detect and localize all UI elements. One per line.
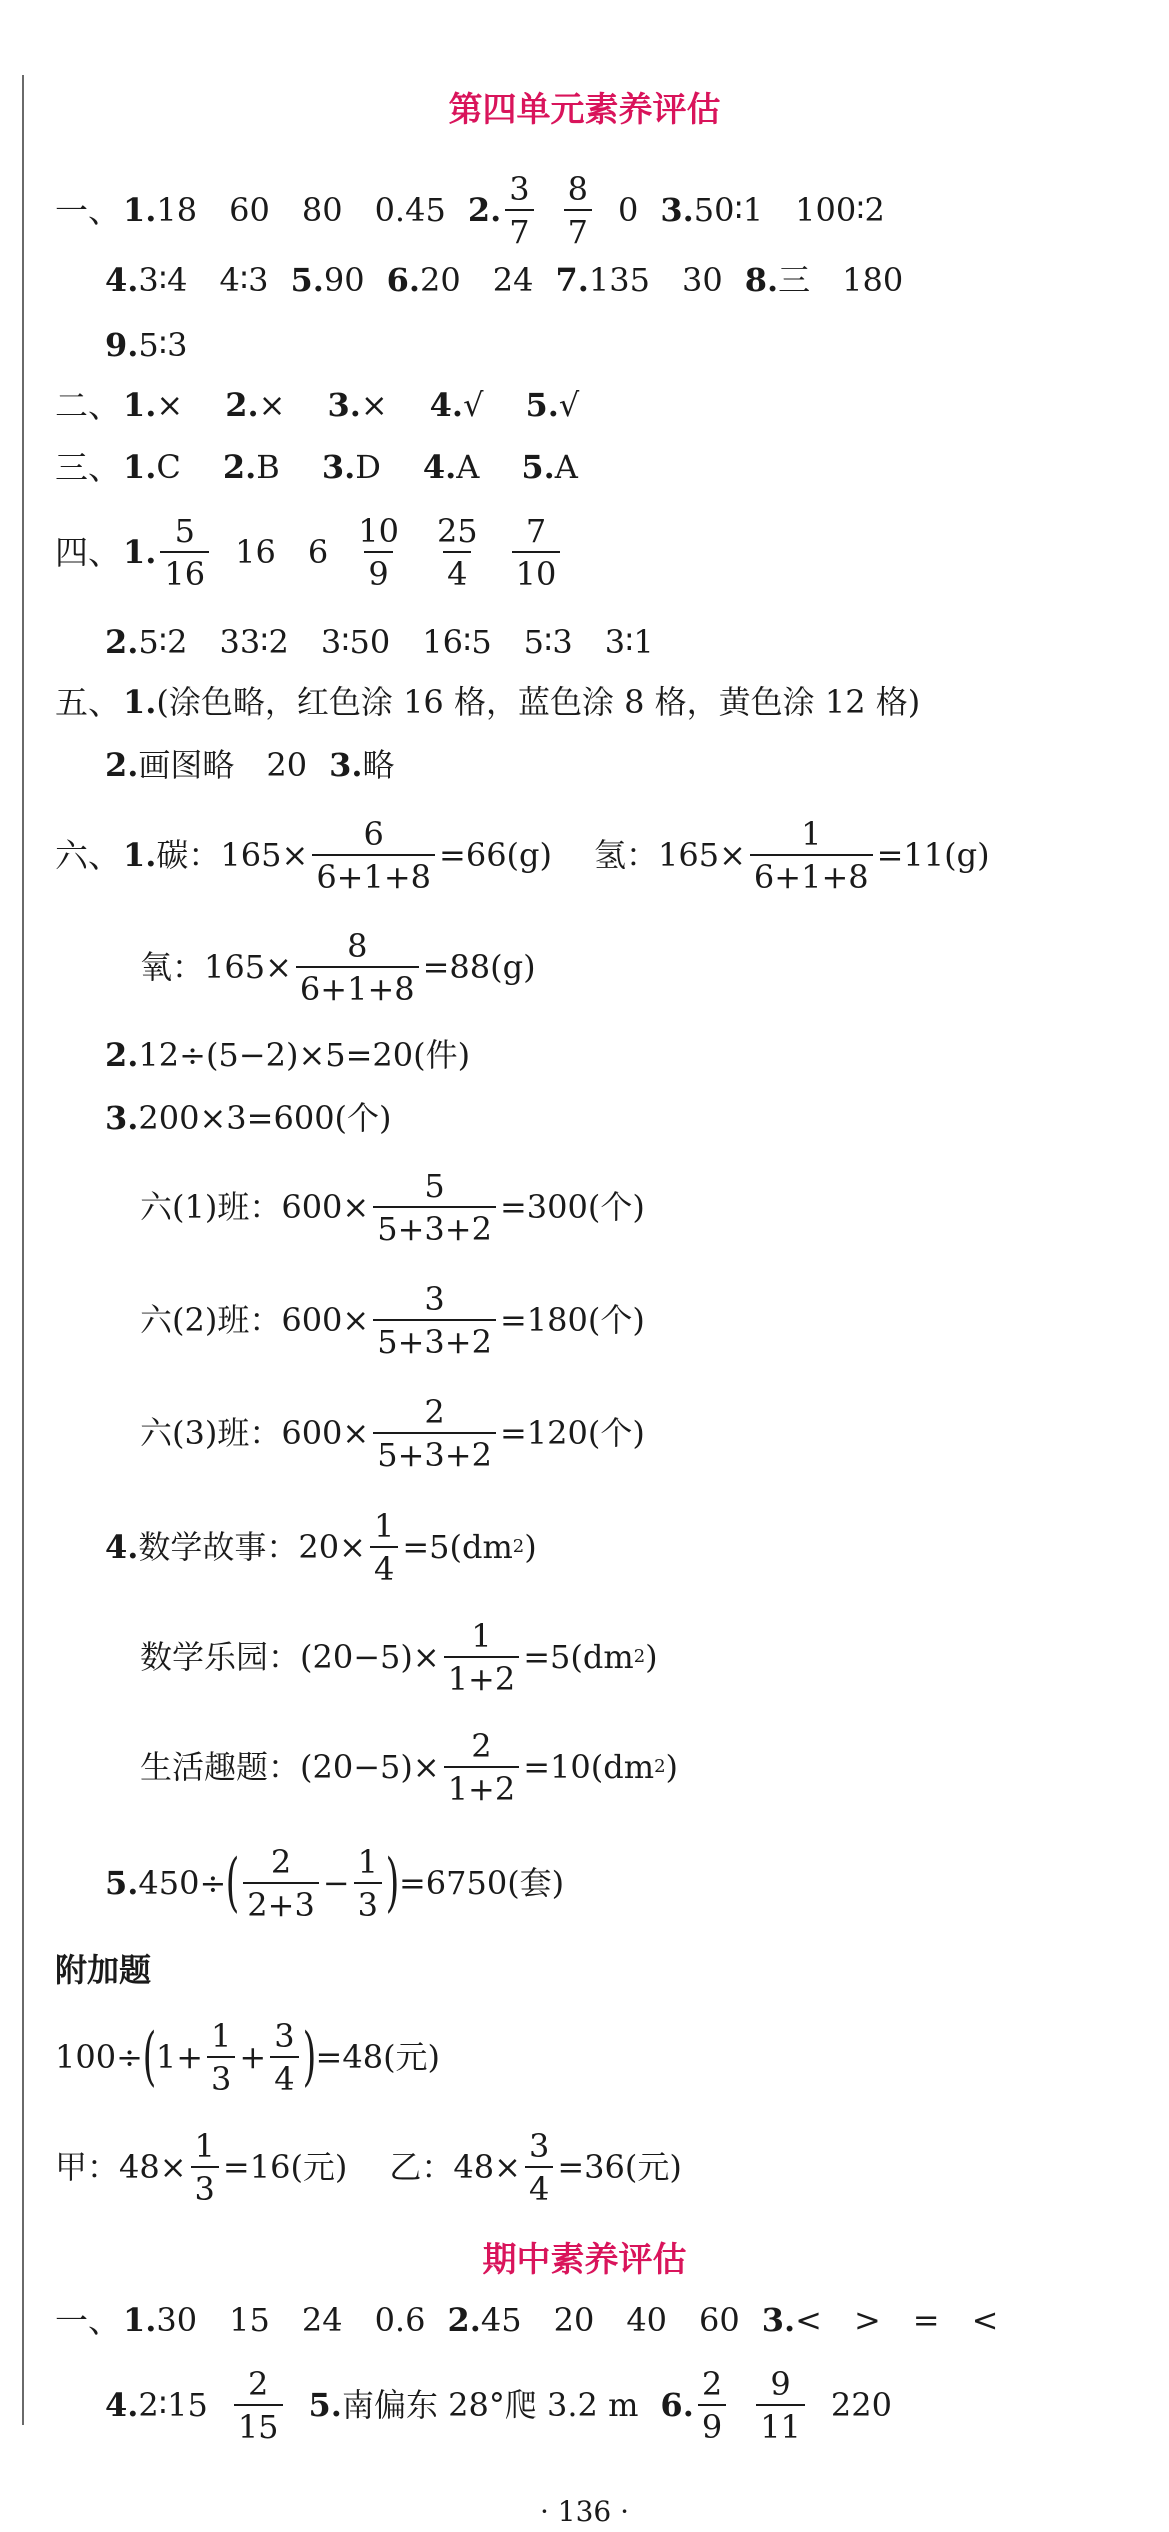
midterm-title: 期中素养评估 (482, 2240, 687, 2280)
fraction: $\frac{5}{5+3+2}$ (373, 1170, 496, 1245)
bonus-row1: 100÷ ( 1+ $\frac{1}{3}$ + $\frac{3}{4}$ ) =48(元) (55, 2016, 441, 2098)
unit4-s6-q4-row2: 数学乐园：(20−5)× $\frac{1}{1+2}$ =5(dm 2 ) (140, 1616, 658, 1698)
unit4-s6-class2: 六(2)班：600× $\frac{3}{5+3+2}$ =180(个) (140, 1279, 645, 1361)
fraction: $\frac{1}{6+1+8}$ (750, 818, 873, 893)
fraction: $\frac{2}{2+3}$ (243, 1846, 319, 1921)
unit4-s6-q1-row1: 六、 1. 碳：165× $\frac{6}{6+1+8}$ =66(g) 氢：165× $\frac{1}{6+1+8}$ =11(g) (55, 814, 990, 896)
midterm-s1-row2: 4. 2∶15 $\frac{2}{15}$ 5. 南偏东 28°爬 3.2 m 6. $\frac{2}{9}$ $\frac{9}{11}$ 220 (105, 2364, 892, 2446)
bonus-title: 附加题 (55, 1951, 152, 1989)
answer: 0 (617, 191, 639, 229)
fraction: $\frac{2}{15}$ (234, 2368, 283, 2443)
fraction: $\frac{8}{6+1+8}$ (296, 930, 419, 1005)
page-number: · 136 · (539, 2495, 630, 2528)
midterm-s1-row1: 一、 1. 30 15 24 0.6 2. 45 20 40 60 3. < > = < (55, 2300, 999, 2340)
fraction: $\frac{1}{1+2}$ (444, 1620, 520, 1695)
fraction: $\frac{1}{4}$ (370, 1510, 398, 1585)
unit4-s3-row: 三、 1. C 2. B 3. D 4. A 5. A (55, 447, 578, 487)
fraction: $\frac{3}{5+3+2}$ (373, 1283, 496, 1358)
fraction: $\frac{7}{10}$ (512, 515, 561, 590)
fraction: $\frac{3}{4}$ (525, 2130, 553, 2205)
unit4-s6-class1: 六(1)班：600× $\frac{5}{5+3+2}$ =300(个) (140, 1166, 645, 1248)
fraction: $\frac{6}{6+1+8}$ (312, 818, 435, 893)
answer: 18 60 80 0.45 (156, 191, 446, 229)
unit4-s4-row2: 2. 5∶2 33∶2 3∶50 16∶5 5∶3 3∶1 (105, 623, 654, 661)
section-label: 一、 (55, 190, 121, 230)
unit4-s5-row1: 五、 1. (涂色略，红色涂 16 格，蓝色涂 8 格，黄色涂 12 格) (55, 682, 921, 722)
unit4-s6-q3: 3. 200×3=600(个) (105, 1099, 392, 1137)
unit4-s6-q4-row3: 生活趣题：(20−5)× $\frac{2}{1+2}$ =10(dm 2 ) (140, 1726, 678, 1808)
unit4-title: 第四单元素养评估 (448, 90, 721, 130)
unit4-s6-q5: 5. 450÷ ( $\frac{2}{2+3}$ − $\frac{1}{3}$ ) =6750(套) (105, 1842, 565, 1924)
fraction: $\frac{2}{5+3+2}$ (373, 1396, 496, 1471)
fraction: $\frac{5}{16}$ (160, 515, 209, 590)
q-number: 2. (467, 191, 502, 229)
answer: 50∶1 100∶2 (693, 191, 885, 229)
unit4-s5-row2: 2. 画图略 20 3. 略 (105, 746, 395, 784)
unit4-s1-row2: 4. 3∶4 4∶3 5. 90 6. 20 24 7. 135 30 8. 三 180 (105, 261, 904, 299)
fraction: $\frac{2}{1+2}$ (444, 1730, 520, 1805)
q-number: 1. (123, 191, 157, 229)
fraction: $\frac{1}{3}$ (207, 2020, 235, 2095)
fraction: $\frac{9}{11}$ (756, 2368, 805, 2443)
unit4-s6-q1-row2: 氧：165× $\frac{8}{6+1+8}$ =88(g) (140, 926, 536, 1008)
fraction: $\frac{3}{4}$ (270, 2020, 298, 2095)
bonus-title-row (55, 1950, 151, 1990)
fraction: $\frac{3}{7}$ (505, 173, 533, 248)
margin-rule (22, 75, 24, 2425)
unit4-s2-row: 二、 1. × 2. × 3. × 4. √ 5. √ (55, 385, 580, 425)
unit4-s1-row3: 9. 5∶3 (105, 326, 188, 364)
fraction: $\frac{1}{3}$ (354, 1846, 382, 1921)
fraction: $\frac{10}{9}$ (358, 511, 399, 593)
unit4-s1-row1 (55, 170, 885, 250)
unit4-s6-q2: 2. 12÷(5−2)×5=20(件) (105, 1036, 471, 1074)
fraction: $\frac{25}{4}$ (436, 511, 478, 593)
unit4-s6-class3: 六(3)班：600× $\frac{2}{5+3+2}$ =120(个) (140, 1392, 645, 1474)
unit4-s6-q4-row1: 4. 数学故事：20× $\frac{1}{4}$ =5(dm 2 ) (105, 1506, 537, 1588)
q-number: 3. (660, 191, 694, 229)
fraction: $\frac{1}{3}$ (191, 2130, 219, 2205)
unit4-s4-row1: 四、 1. $\frac{5}{16}$ 16 6 $\frac{10}{9}$ $\frac{25}{4}$ $\frac{7}{10}$ (55, 512, 564, 592)
bonus-row2: 甲：48× $\frac{1}{3}$ =16(元) 乙：48× $\frac{3}{4}$ =36(元) (55, 2126, 682, 2208)
fraction: $\frac{2}{9}$ (698, 2368, 726, 2443)
fraction: $\frac{8}{7}$ (564, 173, 592, 248)
